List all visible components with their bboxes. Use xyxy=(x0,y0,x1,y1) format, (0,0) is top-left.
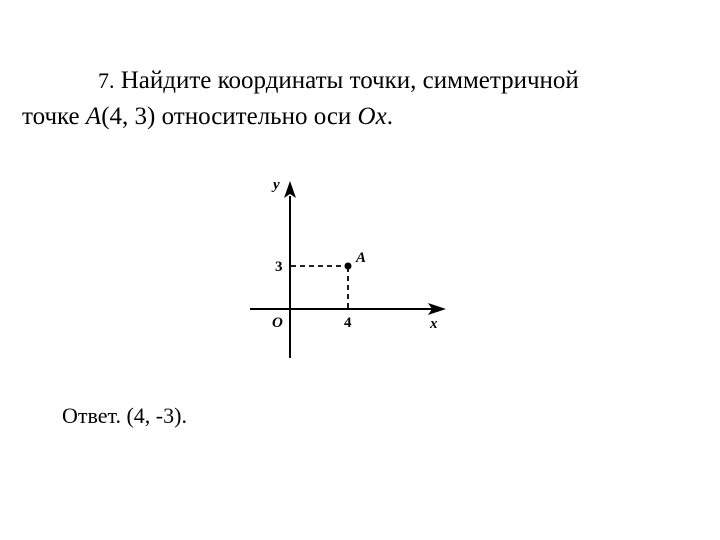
answer-text: Ответ. (4, -3). xyxy=(62,403,187,428)
problem-text-1: Найдите координаты точки, симметричной xyxy=(114,67,579,94)
point-a xyxy=(345,263,352,270)
problem-text-2-end: . xyxy=(386,103,393,130)
problem-number: 7. xyxy=(98,68,115,93)
x-tick-label: 4 xyxy=(344,315,352,331)
y-axis-label: y xyxy=(273,177,280,193)
x-axis-label: x xyxy=(430,316,438,332)
point-coords: (4, 3) xyxy=(101,103,156,130)
point-label: A xyxy=(356,250,367,266)
y-axis-arrow xyxy=(284,181,296,198)
problem-line-2 xyxy=(22,102,393,132)
problem-text-2-middle: относительно оси xyxy=(155,103,358,130)
y-tick-label: 3 xyxy=(275,259,283,275)
coordinate-diagram xyxy=(240,165,470,365)
axis-name: Ox xyxy=(357,103,387,130)
point-name: A xyxy=(85,103,102,130)
problem-line-1 xyxy=(98,66,579,96)
problem-text-2-prefix: точке xyxy=(22,103,86,130)
origin-label: O xyxy=(272,315,283,331)
